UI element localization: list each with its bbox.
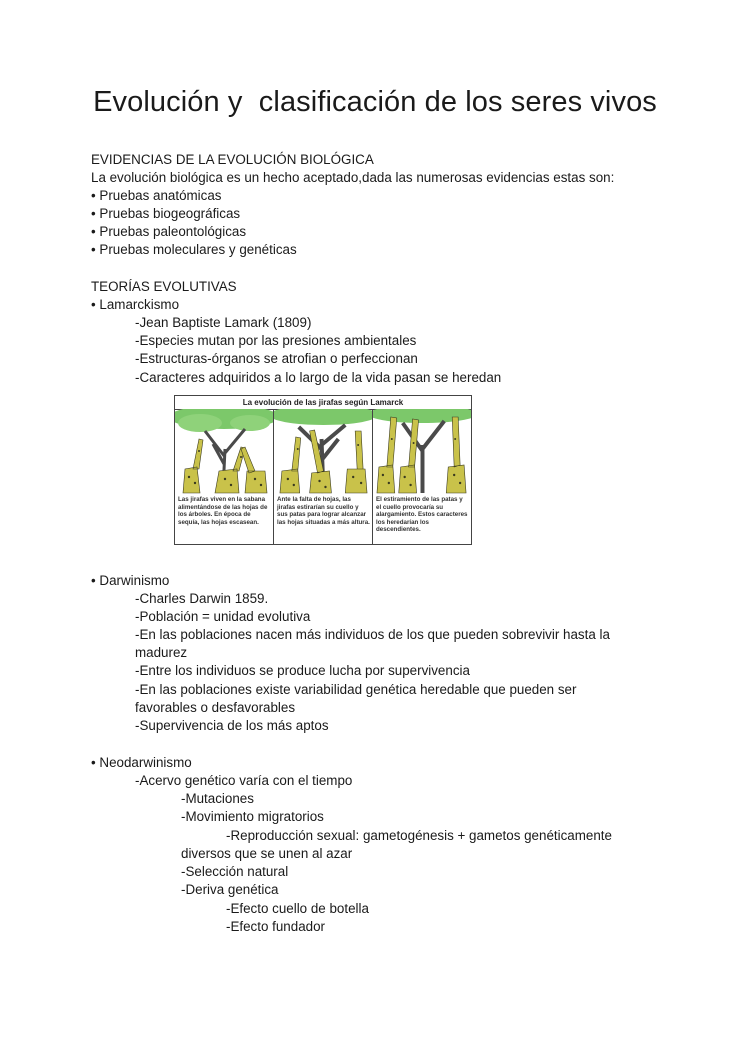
list-item: -Movimiento migratorios (181, 809, 324, 824)
list-item: -Caracteres adquiridos a lo largo de la vida pasan se heredan (135, 370, 502, 385)
figure-title: La evolución de las jirafas según Lamarck (175, 396, 471, 410)
figure-caption-2: Ante la falta de hojas, las jirafas estirarían su cuello y sus patas para lograr alcanzar las hojas situadas a más altura. (277, 496, 370, 526)
list-item: -Charles Darwin 1859. (135, 591, 269, 606)
figure-panel-2 (273, 409, 372, 544)
theory-label-lamarckismo: • Lamarckismo (91, 297, 180, 312)
list-item: -Supervivencia de los más aptos (135, 718, 329, 733)
theory-label-darwinismo: • Darwinismo (91, 573, 170, 588)
list-item: • Pruebas paleontológicas (91, 224, 247, 239)
list-item: -Mutaciones (181, 791, 254, 806)
list-item: -En las poblaciones nacen más individuos de los que pueden sobrevivir hasta la (135, 627, 610, 642)
theory-label-neodarwinismo: • Neodarwinismo (91, 755, 192, 770)
figure-panel-1 (175, 409, 273, 544)
list-item: -Especies mutan por las presiones ambientales (135, 333, 417, 348)
list-item-continuation: madurez (135, 645, 188, 660)
list-item: -Reproducción sexual: gametogénesis + gametos genéticamente (226, 828, 612, 843)
list-item: -Selección natural (181, 864, 289, 879)
list-item: • Pruebas anatómicas (91, 188, 222, 203)
lamarck-giraffe-figure (174, 395, 472, 545)
list-item: -Efecto fundador (226, 919, 326, 934)
figure-caption-3: El estiramiento de las patas y el cuello provocaría su alargamiento. Estos caracteres los heredarían los descendientes. (376, 496, 468, 534)
giraffes-stretching-illustration (274, 409, 372, 494)
figure-caption-1: Las jirafas viven en la sabana alimentándose de las hojas de los árboles. En época de sequía, las hojas escasean. (178, 496, 268, 526)
list-item-continuation: favorables o desfavorables (135, 700, 296, 715)
list-item: -Población = unidad evolutiva (135, 609, 311, 624)
figure-panel-3 (372, 409, 471, 544)
giraffes-short-neck-illustration (175, 409, 273, 494)
page-title: Evolución y clasificación de los seres vivos (93, 86, 657, 118)
list-item: -Estructuras-órganos se atrofian o perfeccionan (135, 351, 418, 366)
list-item: -Acervo genético varía con el tiempo (135, 773, 353, 788)
list-item: -En las poblaciones existe variabilidad genética heredable que pueden ser (135, 682, 577, 697)
section-heading-evidencias: EVIDENCIAS DE LA EVOLUCIÓN BIOLÓGICA (91, 152, 374, 167)
list-item-continuation: diversos que se unen al azar (181, 846, 353, 861)
giraffes-long-neck-illustration (373, 409, 471, 494)
section-heading-teorias: TEORÍAS EVOLUTIVAS (91, 279, 237, 294)
list-item: -Entre los individuos se produce lucha por supervivencia (135, 663, 470, 678)
list-item: -Deriva genética (181, 882, 279, 897)
list-item: -Jean Baptiste Lamark (1809) (135, 315, 312, 330)
list-item: -Efecto cuello de botella (226, 901, 369, 916)
list-item: • Pruebas moleculares y genéticas (91, 242, 297, 257)
evidencias-intro: La evolución biológica es un hecho aceptado,dada las numerosas evidencias estas son: (91, 170, 615, 185)
list-item: • Pruebas biogeográficas (91, 206, 241, 221)
